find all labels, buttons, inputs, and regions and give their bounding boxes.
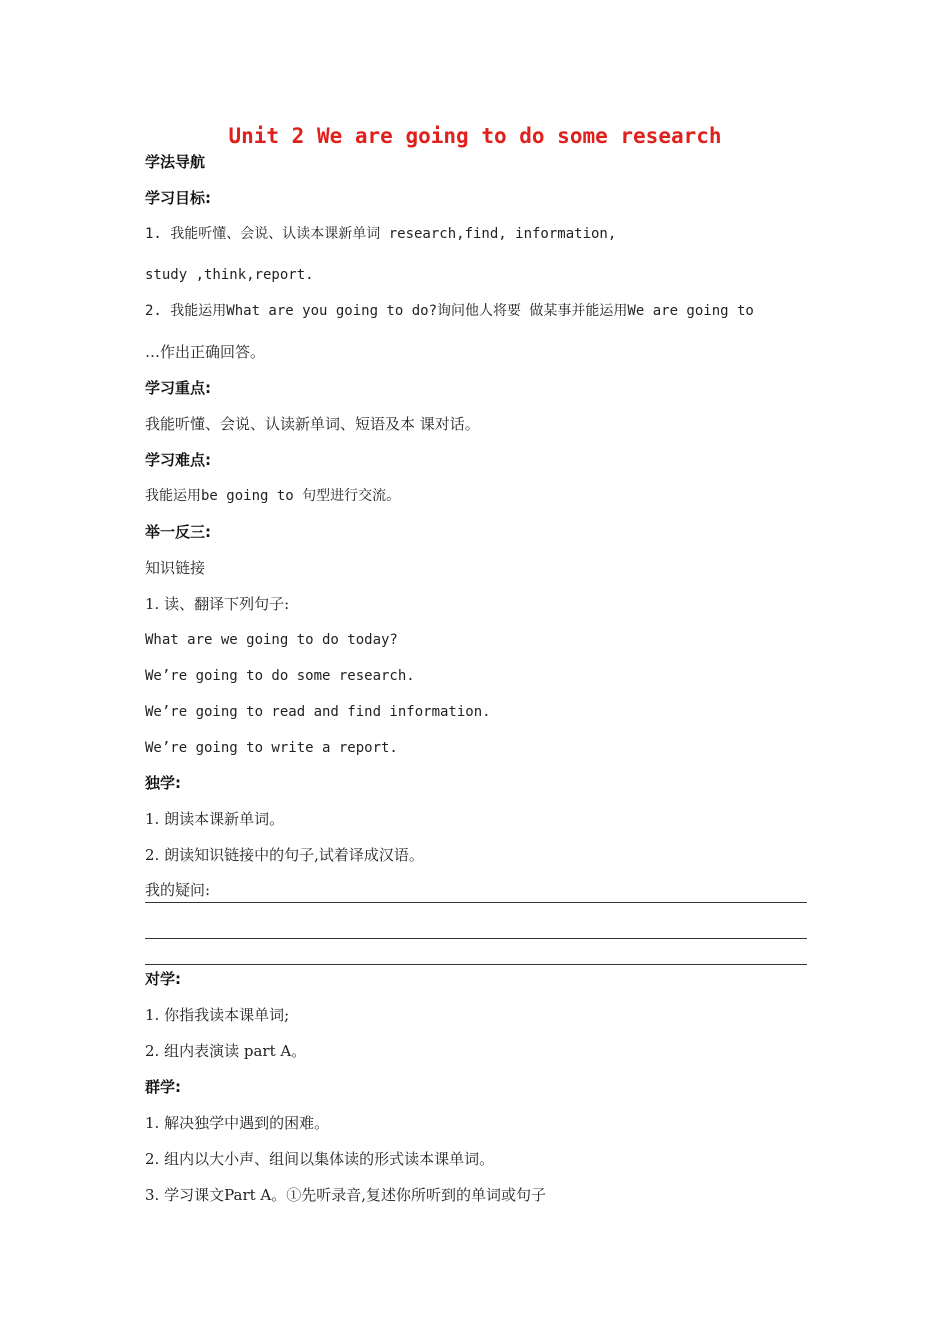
questions-label: 我的疑问: [145, 881, 211, 899]
sentence-item: We’re going to read and find information. [145, 704, 491, 720]
difficulties-text: 我能运用be going to 句型进行交流。 [145, 488, 401, 504]
objectives-heading: 学习目标: [145, 189, 211, 207]
translate-instruction: 1. 读、翻译下列句子: [145, 595, 290, 613]
objective-2-line-2: …作出正确回答。 [145, 343, 266, 361]
examples-heading: 举一反三: [145, 523, 211, 541]
self-study-heading: 独学: [145, 774, 181, 792]
group-study-item: 3. 学习课文Part A。①先听录音,复述你所听到的单词或句子 [145, 1186, 547, 1204]
group-study-item: 1. 解决独学中遇到的困难。 [145, 1114, 330, 1132]
difficulties-heading: 学习难点: [145, 451, 211, 469]
key-points-heading: 学习重点: [145, 379, 211, 397]
sentence-item: What are we going to do today? [145, 632, 398, 648]
pair-study-item: 2. 组内表演读 part A。 [145, 1042, 307, 1060]
answer-line [145, 902, 807, 903]
guide-heading: 学法导航 [145, 153, 206, 171]
key-points-text: 我能听懂、会说、认读新单词、短语及本 课对话。 [145, 415, 480, 433]
objective-2-line-1: 2. 我能运用What are you going to do?询问他人将要 做某事并能运用We are going to [145, 303, 754, 319]
group-study-item: 2. 组内以大小声、组间以集体读的形式读本课单词。 [145, 1150, 495, 1168]
sentence-item: We’re going to do some research. [145, 668, 415, 684]
pair-study-item: 1. 你指我读本课单词; [145, 1006, 290, 1024]
document-title: Unit 2 We are going to do some research [228, 124, 722, 148]
objective-1-line-1: 1. 我能听懂、会说、认读本课新单词 research,find, information, [145, 226, 617, 242]
self-study-item: 1. 朗读本课新单词。 [145, 810, 285, 828]
pair-study-heading: 对学: [145, 970, 181, 988]
self-study-item: 2. 朗读知识链接中的句子,试着译成汉语。 [145, 846, 424, 864]
objective-1-line-2: study ,think,report. [145, 267, 314, 283]
answer-line [145, 938, 807, 939]
answer-line [145, 964, 807, 965]
knowledge-link-label: 知识链接 [145, 559, 206, 577]
sentence-item: We’re going to write a report. [145, 740, 398, 756]
group-study-heading: 群学: [145, 1078, 181, 1096]
